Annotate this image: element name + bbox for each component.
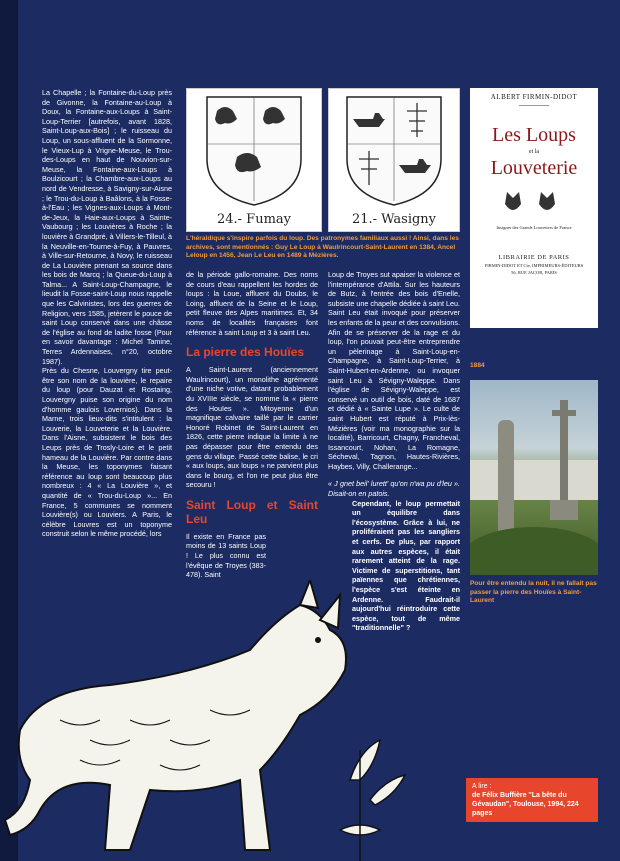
houies-paragraph: A Saint-Laurent (anciennement Waulrincourt), un monolithe agrémenté d'une niche votive, datant probablement du XVIIIe siècle, se nomme la « pierre des Houïes ». Mitoyenne d'un magnifique calvaire taillé par le carrier Honoré Robinet de Saint-Laurent en 1826, cette pierre indique la limite à ne pas dépasser pour être entendu des gens du village. Passé cette balise, le cri « aux loups, aux loups » ne parvient plus dans le bourg, et l'on ne peut plus être secouru !: [186, 365, 318, 490]
calvary-stone-icon: [470, 380, 598, 575]
book-publisher: LIBRAIRIE DE PARIS: [498, 254, 570, 261]
heading-pierre-houies: La pierre des Houïes: [186, 345, 305, 360]
wolf-woodcut-icon: [0, 580, 420, 861]
book-publisher-2: FIRMIN-DIDOT ET Cie, IMPRIMEURS-ÉDITEURS: [484, 263, 584, 268]
book-subtitle: Insignes des Grands Louvetiers de France: [496, 225, 572, 230]
book-author: ALBERT FIRMIN-DIDOT: [490, 93, 578, 101]
book-title-2: et la: [528, 149, 540, 155]
shield-wasigny-icon: [329, 89, 459, 209]
stone-photo: [470, 380, 598, 575]
book-cover: [470, 88, 598, 328]
ecosystem-paragraph: Cependant, le loup permettait un équilibre dans l'écosystème. Grâce à lui, ne proliféraient pas les sangliers et cerfs. De plus, par rapport aux autres espèces, il était rarement atteint de la rage. Victime de superstitions, tant païennes que chrétiennes, l'espèce s'est éteinte en Ardenne. Faudrait-il aujourd'hui réintroduire cette espèce, tout de même "traditionnelle" ?: [352, 498, 460, 633]
wolf-heads-icon: [499, 188, 569, 218]
book-divider: [519, 105, 549, 106]
reading-tip: [466, 778, 598, 822]
reading-tip-label: A lire :: [472, 783, 492, 790]
book-title-3: Louveterie: [490, 157, 578, 179]
column-2: [186, 270, 318, 580]
crest-label: 21.- Wasigny: [351, 212, 437, 227]
crest-label: 24.- Fumay: [216, 212, 291, 227]
crest-fumay: [186, 88, 322, 232]
toponym-paragraph: La Chapelle ; la Fontaine-du-Loup près de Givonne, la Fontaine-au-Loup à Doux, la Fontaine-aux-Loups à Saint-Loup-Terrier [autrefois, avant 1828, Saint-Loup-aux-Bois] ; le ruisseau du Loup, un sous-affluent de la Sormonne, le Vieux-Lup à Vrigne-Meuse, le Trou-des-Loups en haut de Nouvion-sur-Meuse, la Fontaine-aux-Loups à Boulzicourt ; la Chambre-aux-Loups au nord de Vendresse, à Savigny-sur-Aisne ; le Trou-du-Loup à Baâlons, à la Fosse-à-l'Eau ; les Vignes-aux-Loups à Mont-de-Jeux, la Haie-aux-Loups à Sainte-Vaubourg ; les Louvières à Roche ; la louvière à Grandpré, à Villers-le-Tilleul, à la Neuville-en-Tourne-à-Fuy, à Pauvres, à Ville-sur-Retourne, à Novy, le ruisseau de La Louvière prenant sa source dans les bois de Marcq ; la Queue-du-Loup à Talma... A Saint-Loup-Champagne, le lieudit la Fosse-saint-Loup nous rappelle que les Calvinistes, lors des guerres de Religion, vers 1585, jetèrent le pouce de saint Loup conservé dans une châsse de l'église au fond de ladite fosse (Pour en savoir davantage : Michel Tamine, Terres Ardennaises, n°20, octobre 1987).: [42, 88, 172, 366]
saint-leu-paragraph: Loup de Troyes sut apaiser la violence et l'intempérance d'Attila. Sur les hauteurs de Butz, à l'entrée des bois d'Enelle, subsiste une chapelle dédiée à saint Leu. Saint Leu était invoqué pour préserver les enfants de la peur et des convulsions. Afin de se préserver de la rage et du loup, l'on pouvait peut-être entreprendre un pèlerinage à Saint-Loup-en-Champagne, à Saint-Loup-Terrier, à Saint-Hubert-en-Ardenne, ou invoquer saint Leu à Sévigny-Waleppe. Dans l'église de Sévigny-Waleppe, est conservé un outil de bois, daté de 1687 et dédié à « Sainte Lupe ». Le culte de saint Hubert est réputé à Prix-lès-Mézières (voir ma monographie sur la localité), Barricourt, Chagny, Francheval, Issancourt, Nohan, La Romagne, Sécheval, Tagnon, Hautes-Rivières, Haybes, Villy, Challerange...: [328, 270, 460, 471]
book-address: 56, RUE JACOB, PARIS: [511, 270, 557, 275]
stone-caption: Pour être entendu la nuit, il ne fallait pas passer la pierre des Houïes à Saint-Laurent: [470, 580, 597, 605]
patois-quote: « J gnet beil' lurett' qu'on n'wa pu d'leu ». Disait-on en patois.: [328, 479, 460, 499]
heading-saint-loup: Saint Loup et Saint Leu: [186, 497, 318, 526]
crest-wasigny: [328, 88, 460, 232]
shield-fumay-icon: [187, 89, 321, 209]
heraldry-caption: L'héraldique s'inspire parfois du loup. Des patronymes familiaux aussi ! Ainsi, dans les archives, sont mentionnés : Guy Le Loup à Waulrincourt-Saint-Laurent en 1384, Ancel Leloup en 1456, Jean Le Leu en 1489 à Mézières.: [186, 235, 459, 260]
louvergny-paragraph: Près du Chesne, Louvergny tire peut-être son nom de la louvière, le repaire du loup (pour Dauzat et Rostaing, Louvergny puise son origine du nom d'homme gaulois Lovernios). Dans la Marne, trois lieux-dits s'intitulent : la Louverie, la Louveterie et la Louvière. Dans l'Aisne, subsistent le bois des Leups près de Trosly-Loire et le petit hameau de la Louvière. Par contre dans la Meuse, les toponymes faisant référence au loup sont beaucoup plus nombreux : 4 « La Louvière », et quantité de « Trou-du-Loup »... En France, 5 communes se nomment Louvière(s) ou Louviers. A Paris, le célèbre Louvres est un toponyme construit selon le même procédé, lors: [42, 366, 172, 539]
book-year: 1884: [470, 362, 485, 369]
book-title-1: Les Loups: [492, 124, 576, 146]
column-3: [328, 270, 460, 633]
saint-loup-paragraph: Il existe en France pas moins de 13 saints Loup ! Le plus connu est l'évêque de Troyes (383-478). Saint: [186, 531, 266, 580]
rivers-paragraph: de la période gallo-romaine. Des noms de cours d'eau rappellent les hordes de loups : la Loue, affluent du Doubs, le Loing, affluent de la Seine et le Loup, petit fleuve des Alpes maritimes. Et, 34 noms de localités françaises font référence à saint Loup et 3 à saint Leu.: [186, 270, 318, 337]
reading-tip-text: de Félix Buffière "La bête du Gévaudan", Toulouse, 1994, 224 pages: [472, 792, 579, 817]
column-1: [42, 88, 172, 539]
